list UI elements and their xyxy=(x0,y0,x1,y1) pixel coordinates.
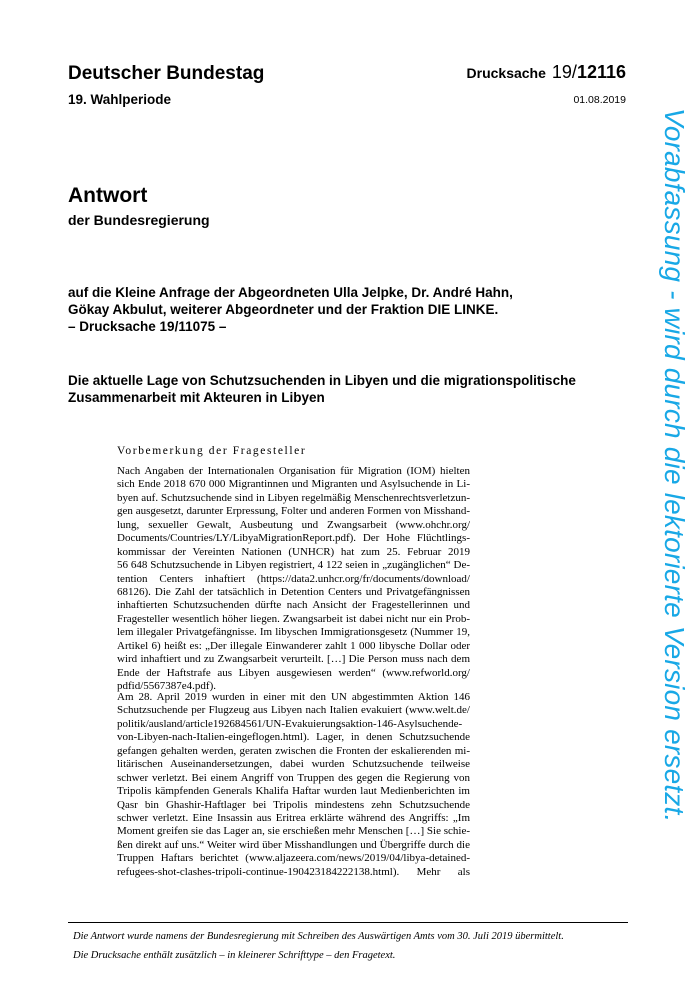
text-line: Fragesteller wesentlich höher liegen. Zwangsarbeit ist dabei nicht nur ein Prob- xyxy=(117,612,470,625)
preliminary-paragraph-2 xyxy=(117,691,470,879)
text-line: byen auf. Schutzsuchende sind in Libyen regelmäßig Menschenrechtsverletzun- xyxy=(117,491,470,504)
text-line: Documents/Countries/LY/LibyaMigrationReport.pdf). Der Hohe Flüchtlings- xyxy=(117,532,470,545)
drucksache-header xyxy=(467,62,626,83)
organization-name: Deutscher Bundestag xyxy=(68,63,265,84)
text-line: politik/ausland/article192684561/UN-Evakuierungsaktion-146-Asylsuchende- xyxy=(117,717,463,730)
footer-note-transmission: Die Antwort wurde namens der Bundesregierung mit Schreiben des Auswärtigen Amts vom 30. Juli 2019 übermittelt. xyxy=(73,931,564,942)
text-line: pdfid/5567387e4.pdf). xyxy=(117,680,216,692)
topic-line: Die aktuelle Lage von Schutzsuchenden in Libyen und die migrationspolitische xyxy=(68,373,576,388)
topic-line: Zusammenarbeit mit Akteuren in Libyen xyxy=(68,390,325,405)
footer-divider xyxy=(68,922,628,923)
text-line: Moment greifen sie das Lager an, sie erschießen mehr Menschen […] Sie schie- xyxy=(117,825,470,838)
text-line: schwer verletzt. Eine Insassin aus Eritrea erklärte während des Angriffs: „Im xyxy=(117,811,470,824)
inquiry-line: Gökay Akbulut, weiterer Abgeordneter und der Fraktion DIE LINKE. xyxy=(68,302,499,317)
text-line: wird inhaftiert und zu Zwangsarbeit verurteilt. […] Die Person muss nach dem xyxy=(117,653,470,666)
text-line: lem illegaler Privatgefängnisse. Im libyschen Immigrationsgesetz (Nummer 19, xyxy=(117,626,470,639)
text-line: inhaftierten Schutzsuchenden dürfte nach Ansicht der Fragestellerinnen und xyxy=(117,599,470,612)
text-line: Qasr bin Ghashir-Haftlager bei Tripolis mindestens zehn Schutzsuchende xyxy=(117,798,470,811)
text-line: Tripolis kämpfenden Generals Khalifa Haftar wurden laut Medienberichten im xyxy=(117,785,470,798)
text-line: gen ausgesetzt, darunter Erpressung, Folter und anderen Formen von Misshand- xyxy=(117,505,470,518)
inquiry-line: auf die Kleine Anfrage der Abgeordneten Ulla Jelpke, Dr. André Hahn, xyxy=(68,285,513,300)
topic-title xyxy=(68,372,628,406)
text-line: Schutzsuchende per Flugzeug aus Libyen nach Italien evakuiert (www.welt.de/ xyxy=(117,704,470,717)
text-line: Am 28. April 2019 wurden in einer mit den UN abgestimmten Aktion 146 xyxy=(117,691,470,703)
text-line: refugees-shot-clashes-tripoli-continue-190423184222138.html). Mehr als xyxy=(117,865,470,878)
answer-subtitle: der Bundesregierung xyxy=(68,212,210,228)
text-line: Nach Angaben der Internationalen Organisation für Migration (IOM) hielten xyxy=(117,465,470,477)
text-line: ßen direkt auf uns.“ Weiter wird über Misshandlungen und Übergriffe durch die xyxy=(117,838,470,851)
preliminary-paragraph-1 xyxy=(117,465,470,693)
text-line: Artikel 6) heißt es: „Der illegale Einwanderer zahlt 1 000 libysche Dollar oder xyxy=(117,639,470,652)
text-line: tention Centers inhaftiert (https://data2.unhcr.org/fr/documents/download/ xyxy=(117,572,470,585)
text-line: von-Libyen-nach-Italien-eingeflogen.html). Lager, in denen Schutzsuchende xyxy=(117,731,470,744)
text-line: sich Ende 2018 670 000 Migrantinnen und Migranten und Asylsuchende in Li- xyxy=(117,478,470,491)
text-line: lung, sexueller Gewalt, Ausbeutung und Zwangsarbeit (www.ohchr.org/ xyxy=(117,518,470,531)
preliminary-heading: Vorbemerkung der Fragesteller xyxy=(117,445,307,457)
inquiry-line: – Drucksache 19/11075 – xyxy=(68,319,227,334)
footer-note-content: Die Drucksache enthält zusätzlich – in kleinerer Schrifttype – den Fragetext. xyxy=(73,950,396,961)
text-line: 56 648 Schutzsuchende in Libyen registriert, 4 122 seien in „zugänglichen“ De- xyxy=(117,559,470,572)
text-line: litärischen Auseinandersetzungen, dabei wurden Schutzsuchende teilweise xyxy=(117,758,470,771)
text-line: Ende der Haftstrafe aus Libyen ausgewiesen werden“ (www.refworld.org/ xyxy=(117,666,470,679)
answer-title: Antwort xyxy=(68,184,148,207)
text-line: 68126). Die Zahl der tatsächlich in Detention Centers und Privatgefängnissen xyxy=(117,585,470,598)
document-date: 01.08.2019 xyxy=(573,94,626,106)
draft-watermark: Vorabfassung - wird durch die lektorierte Version ersetzt. xyxy=(659,108,690,823)
text-line: schwer verletzt. Bei einem Angriff von Truppen des gegen die Regierung von xyxy=(117,771,470,784)
text-line: gefangen gehalten werden, geraten zwischen die Fronten der eskalierenden mi- xyxy=(117,744,470,757)
drucksache-prefix: 19/ xyxy=(551,62,577,82)
text-line: Truppen Haftars berichtet (www.aljazeera.com/news/2019/04/libya-detained- xyxy=(117,852,470,865)
drucksache-number: 12116 xyxy=(576,62,626,82)
drucksache-label: Drucksache xyxy=(466,65,546,81)
inquiry-block xyxy=(68,284,558,335)
election-period: 19. Wahlperiode xyxy=(68,92,172,107)
text-line: kommissar der Vereinten Nationen (UNHCR) hat zum 25. Februar 2019 xyxy=(117,545,470,558)
